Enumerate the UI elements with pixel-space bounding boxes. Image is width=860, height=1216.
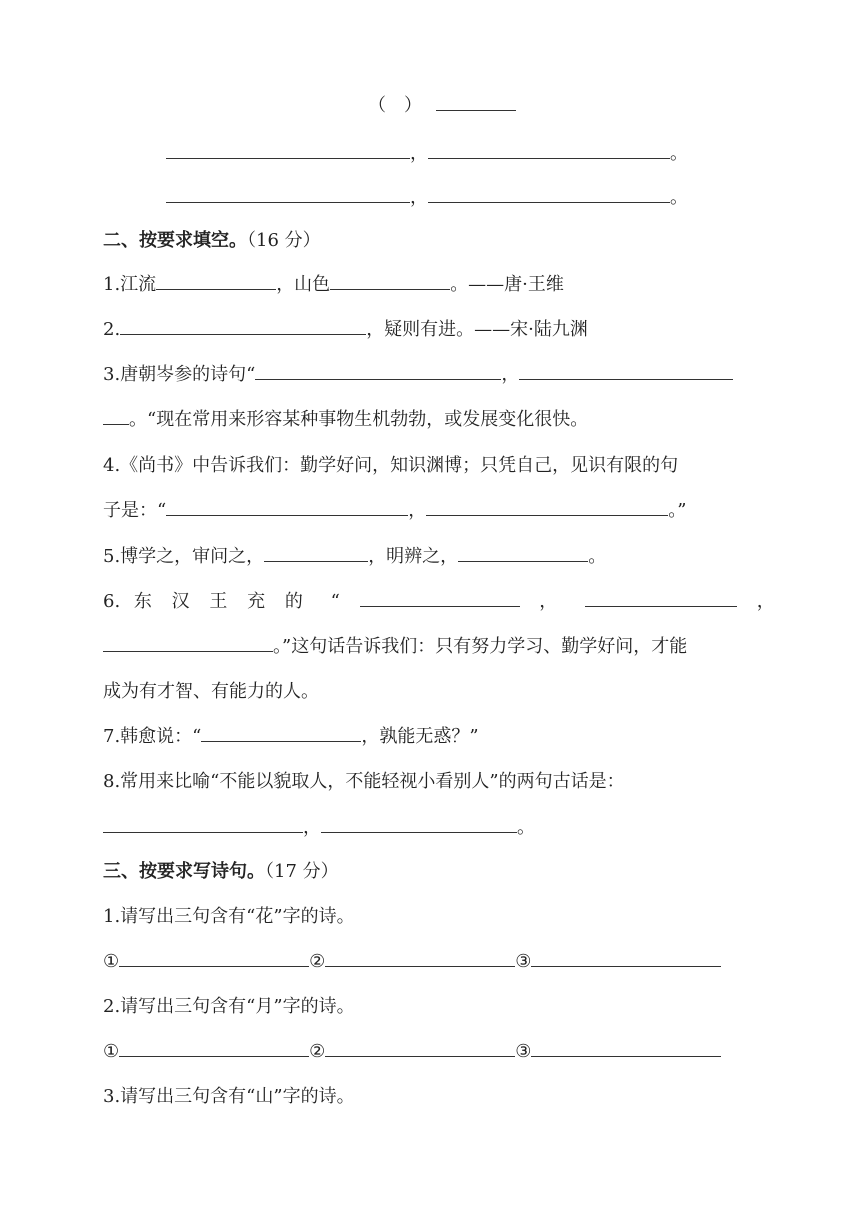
q8-text-c: 。 <box>517 817 535 838</box>
circle-2-marker: ② <box>309 951 326 972</box>
q1-blank-2[interactable] <box>330 273 450 290</box>
q3-text-c: 。“现在常用来形容某种事物生机勃勃，或发展变化很快。 <box>129 409 589 430</box>
q6-comma: ， <box>756 591 775 612</box>
q2-text-b: ，疑则有进。——宋·陆九渊 <box>366 319 588 340</box>
q2-text-a: 2. <box>103 319 121 340</box>
q1-text-c: 。——唐·王维 <box>450 274 564 295</box>
q8-blank-2[interactable] <box>321 816 517 833</box>
q7-text-a: 7.韩愈说：“ <box>103 726 202 747</box>
q1-text-a: 1.江流 <box>103 274 157 295</box>
question-2 <box>103 318 588 342</box>
q5-text-c: 。 <box>588 546 607 567</box>
s3-question-1 <box>103 905 355 929</box>
answer-blank[interactable] <box>119 1040 309 1057</box>
poem-blank[interactable] <box>428 142 670 159</box>
question-6 <box>103 590 775 614</box>
q6-comma: ， <box>539 591 558 612</box>
q1-blank-1[interactable] <box>156 273 276 290</box>
q1-text-b: ，山色 <box>276 274 331 295</box>
comma: ， <box>410 187 428 208</box>
question-3 <box>103 363 733 387</box>
question-8-cont <box>103 816 535 840</box>
section-3-title: 三、按要求写诗句。 <box>103 861 265 882</box>
section-2-title: 二、按要求填空。 <box>103 230 247 251</box>
q5-blank-1[interactable] <box>264 545 368 562</box>
s3-q3-text: 3.请写出三句含有“山”字的诗。 <box>103 1086 355 1107</box>
s3-question-2 <box>103 995 355 1019</box>
q3-text-a: 3.唐朝岑参的诗句“ <box>103 364 256 385</box>
q4-text-b: 子是：“ <box>103 500 167 521</box>
q3-blank-1[interactable] <box>255 363 501 380</box>
s3-q2-text: 2.请写出三句含有“月”字的诗。 <box>103 996 355 1017</box>
s3-answer-row-1 <box>103 950 721 974</box>
q5-text-a: 5.博学之，审问之， <box>103 546 265 567</box>
question-8 <box>103 770 625 794</box>
q6-blank-2[interactable] <box>585 590 737 607</box>
question-4-cont <box>103 499 686 523</box>
q6-char: 充 <box>247 591 266 612</box>
q3-text-b: ， <box>501 364 520 385</box>
q3-blank-2-cont[interactable] <box>103 408 129 425</box>
poem-blank[interactable] <box>166 186 410 203</box>
circle-1-marker: ① <box>103 951 120 972</box>
answer-blank[interactable] <box>119 950 309 967</box>
circle-3-marker: ③ <box>515 951 532 972</box>
s3-question-3 <box>103 1085 355 1109</box>
question-3-cont <box>103 408 588 432</box>
q7-text-b: ，孰能无惑？” <box>361 726 479 747</box>
answer-blank[interactable] <box>325 950 515 967</box>
answer-blank[interactable] <box>325 1040 515 1057</box>
q5-text-b: ，明辨之， <box>368 546 459 567</box>
q8-blank-1[interactable] <box>103 816 303 833</box>
s3-answer-row-2 <box>103 1040 721 1064</box>
answer-blank[interactable] <box>531 1040 721 1057</box>
q2-blank[interactable] <box>120 318 366 335</box>
q6-char: 王 <box>209 591 228 612</box>
poem-line-2 <box>166 186 688 210</box>
circle-3-marker: ③ <box>515 1041 532 1062</box>
q4-blank-2[interactable] <box>426 499 668 516</box>
section-2-heading <box>103 229 321 253</box>
s3-q1-text: 1.请写出三句含有“花”字的诗。 <box>103 906 355 927</box>
section-3-score: （17 分） <box>265 861 339 882</box>
q6-text-k: 成为有才智、有能力的人。 <box>103 681 319 702</box>
poem-blank[interactable] <box>166 142 410 159</box>
circle-2-marker: ② <box>309 1041 326 1062</box>
question-1 <box>103 273 564 297</box>
q4-text-a: 4.《尚书》中告诉我们：勤学好问，知识渊博；只凭自己，见识有限的句 <box>103 455 679 476</box>
question-4 <box>103 454 678 478</box>
q6-blank-1[interactable] <box>360 590 520 607</box>
period: 。 <box>670 187 688 208</box>
q4-blank-1[interactable] <box>166 499 408 516</box>
title-paren: （ ） <box>368 95 422 116</box>
q4-text-c: ， <box>408 500 427 521</box>
q6-char: 的 <box>284 591 303 612</box>
q8-text-b: ， <box>303 817 321 838</box>
q6-char: 汉 <box>171 591 190 612</box>
q4-text-d: 。” <box>668 500 687 521</box>
section-2-score: （16 分） <box>247 230 321 251</box>
q6-blank-3[interactable] <box>103 635 273 652</box>
poem-title-line <box>368 94 516 118</box>
poem-line-1 <box>166 142 688 166</box>
question-6-cont <box>103 635 687 659</box>
question-6-cont-2 <box>103 680 319 704</box>
section-3-heading <box>103 860 339 884</box>
q6-char: 东 <box>133 591 152 612</box>
question-5 <box>103 545 606 569</box>
period: 。 <box>670 143 688 164</box>
q5-blank-2[interactable] <box>458 545 588 562</box>
q6-quote: “ <box>330 591 340 612</box>
q7-blank[interactable] <box>201 725 361 742</box>
question-7 <box>103 725 479 749</box>
q3-blank-2[interactable] <box>519 363 733 380</box>
circle-1-marker: ① <box>103 1041 120 1062</box>
comma: ， <box>410 143 428 164</box>
q8-text-a: 8.常用来比喻“不能以貌取人，不能轻视小看别人”的两句古话是： <box>103 771 625 792</box>
answer-blank[interactable] <box>531 950 721 967</box>
q6-text-a: 6. <box>103 591 121 612</box>
title-blank[interactable] <box>436 94 516 111</box>
poem-blank[interactable] <box>428 186 670 203</box>
q6-text-j: 。”这句话告诉我们：只有努力学习、勤学好问，才能 <box>273 636 688 657</box>
